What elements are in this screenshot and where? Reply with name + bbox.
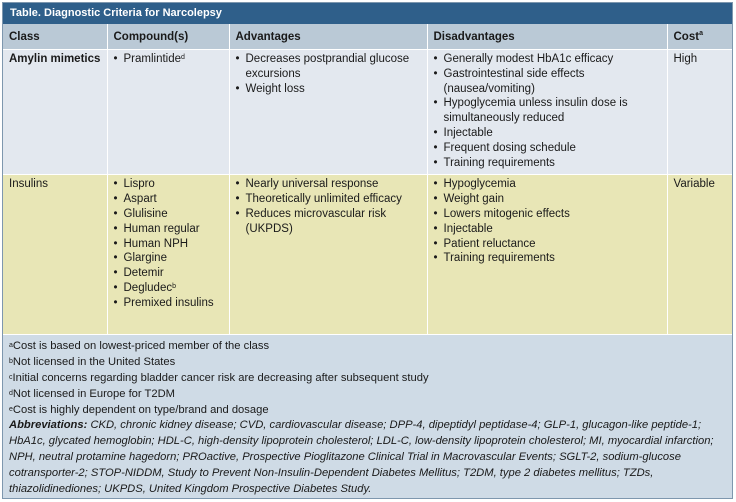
footnote (9, 387, 726, 403)
table-row (3, 50, 733, 175)
list-item (114, 52, 223, 67)
list-item (114, 251, 223, 266)
list-item: • Injectable (434, 126, 661, 141)
footnote (9, 355, 726, 371)
list-item (114, 207, 223, 222)
disadvantages-list (434, 177, 661, 266)
list-item: • Theoretically unlimited efficacy (236, 192, 421, 207)
list-item (114, 192, 223, 207)
list-item (114, 177, 223, 192)
header-cost-sup: a (699, 29, 703, 37)
table-container (2, 2, 733, 499)
table-title: Table. Diagnostic Criteria for Narcolepsy (3, 3, 732, 24)
compound-name: Degludec (123, 281, 173, 294)
cell-cost: High (667, 50, 733, 175)
footnote-marker: c (9, 373, 13, 381)
cell-advantages (229, 175, 427, 335)
list-item (114, 237, 223, 252)
list-item: • Training requirements (434, 156, 661, 171)
cell-advantages (229, 50, 427, 175)
list-item: • Patient reluctance (434, 237, 661, 252)
footnote-marker: d (9, 389, 13, 397)
compound-name: Aspart (123, 193, 157, 206)
header-cost (667, 24, 733, 50)
list-item: • Gastrointestinal side effects (nausea/vomiting) (434, 67, 661, 97)
cell-compounds (107, 175, 229, 335)
compound-name: Glulisine (123, 207, 168, 220)
list-item (114, 266, 223, 281)
header-cost-label: Cost (673, 30, 700, 43)
compound-name: Glargine (123, 252, 167, 265)
footnote-text: Not licensed in the United States (12, 356, 176, 369)
footnote-text: Cost is highly dependent on type/brand and dosage (12, 403, 269, 416)
list-item (114, 296, 223, 311)
footnote-marker: b (172, 282, 176, 290)
list-item: • Training requirements (434, 251, 661, 266)
cell-disadvantages (427, 50, 667, 175)
compound-name: Detemir (123, 267, 164, 280)
advantages-list (236, 52, 421, 96)
compounds-list (114, 177, 223, 310)
header-compounds: Compound(s) (107, 24, 229, 50)
compound-name: Human regular (123, 222, 200, 235)
cell-class (3, 175, 107, 335)
cell-class (3, 50, 107, 175)
criteria-table (3, 24, 733, 335)
list-item (114, 222, 223, 237)
class-name: Insulins (9, 178, 48, 191)
list-item: • Weight loss (236, 82, 421, 97)
list-item: • Hypoglycemia unless insulin dose is simultaneously reduced (434, 96, 661, 126)
list-item: • Weight gain (434, 192, 661, 207)
footnote (9, 339, 726, 355)
header-advantages: Advantages (229, 24, 427, 50)
compound-name: Human NPH (123, 237, 189, 250)
header-class: Class (3, 24, 107, 50)
header-disadvantages: Disadvantages (427, 24, 667, 50)
table-row (3, 175, 733, 335)
footnote-marker: b (9, 358, 13, 366)
compound-name: Pramlintide (123, 53, 182, 65)
list-item: • Hypoglycemia (434, 177, 661, 192)
compounds-list (114, 52, 223, 67)
footnote-marker: a (9, 342, 13, 350)
list-item: • Generally modest HbA1c efficacy (434, 52, 661, 67)
compound-name: Premixed insulins (123, 296, 214, 309)
list-item: • Lowers mitogenic effects (434, 207, 661, 222)
list-item: • Decreases postprandial glucose excursions (236, 52, 421, 82)
list-item: • Nearly universal response (236, 177, 421, 192)
list-item (114, 281, 223, 296)
abbreviations-text: CKD, chronic kidney disease; CVD, cardiovascular disease; DPP-4, dipeptidyl peptidase-4; GLP-1, glucagon-like peptide-1; HbA1c, glycated hemoglobin; HDL-C, high-density lipoprotein cholesterol; LDL-C, low-density lipoprotein cholesterol; MI, myocardial infarction; NPH, neutral protamine hagedorn; PROactive, Prospective Pioglitazone Clinical Trial in Macrovascular Events; SGLT-2, sodium-glucose cotransporter-2; STOP-NIDDM, Study to Prevent Non-Insulin-Dependent Diabetes Mellitus; T2DM, type 2 diabetes mellitus; TZDs, thiazolidinediones; UKPDS, United Kingdom Prospective Diabetes Study. (9, 419, 714, 495)
footnote (9, 371, 726, 387)
advantages-list (236, 177, 421, 236)
cell-disadvantages (427, 175, 667, 335)
list-item: • Injectable (434, 222, 661, 237)
table-footnotes (3, 335, 732, 499)
compound-name: Lispro (123, 178, 155, 191)
footnote-text: Cost is based on lowest-priced member of the class (12, 340, 270, 353)
disadvantages-list (434, 52, 661, 170)
list-item: • Reduces microvascular risk (UKPDS) (236, 207, 421, 237)
footnote-marker: d (181, 54, 185, 61)
abbreviations-label: Abbreviations: (9, 419, 88, 432)
footnote-marker: e (9, 405, 13, 413)
cell-compounds (107, 50, 229, 175)
footnote (9, 403, 726, 419)
abbreviations (9, 418, 726, 497)
cell-cost: Variable (667, 175, 733, 335)
class-name: Amylin mimetics (9, 53, 101, 65)
footnote-text: Initial concerns regarding bladder cancer risk are decreasing after subsequent study (12, 371, 429, 384)
list-item: • Frequent dosing schedule (434, 141, 661, 156)
header-row (3, 24, 733, 50)
footnote-text: Not licensed in Europe for T2DM (12, 387, 175, 400)
